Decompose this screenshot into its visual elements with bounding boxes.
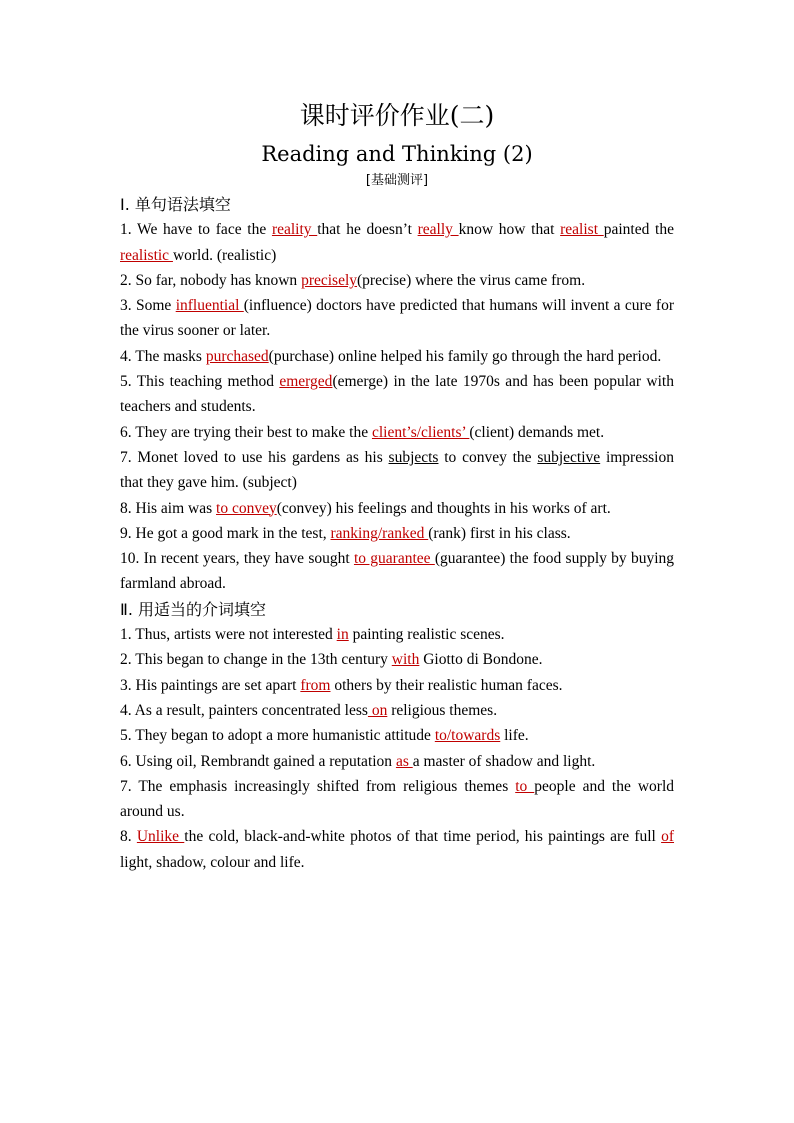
answer-blank: really xyxy=(417,221,459,239)
question-item xyxy=(120,824,674,875)
question-item xyxy=(120,723,674,748)
answer-blank: to/towards xyxy=(434,727,501,745)
question-text: 8. xyxy=(120,828,137,846)
worksheet-page xyxy=(120,98,674,875)
answer-blank: subjects xyxy=(388,448,439,466)
question-text: 7. The emphasis increasingly shifted from religious themes xyxy=(120,777,516,795)
question-text: (convey) his feelings and thoughts in his works of art. xyxy=(276,499,611,517)
answer-blank: of xyxy=(661,828,675,846)
question-item xyxy=(120,673,674,698)
question-text: (purchase) online helped his family go through the hard period. xyxy=(268,347,662,365)
answer-blank: from xyxy=(300,676,331,694)
question-text: religious themes. xyxy=(387,701,498,719)
answer-blank: realistic xyxy=(120,246,173,264)
question-text: (client) demands met. xyxy=(469,423,605,441)
answer-blank: as xyxy=(395,752,413,770)
question-text: 8. His aim was xyxy=(120,499,217,517)
question-text: 4. As a result, painters concentrated less xyxy=(120,701,368,719)
question-item xyxy=(120,344,674,369)
question-text: 10. In recent years, they have sought xyxy=(120,550,354,568)
question-text: life. xyxy=(500,727,529,745)
question-text: 7. Monet loved to use his gardens as his xyxy=(120,448,389,466)
page-subtitle: Reading and Thinking (2) xyxy=(261,142,533,166)
question-item xyxy=(120,521,674,546)
answer-blank: to xyxy=(515,777,535,795)
question-item xyxy=(120,496,674,521)
question-text: that he doesn’t xyxy=(317,221,418,239)
question-text: (emerge) in the late 1970s and has been popular with teachers and students. xyxy=(120,373,674,416)
question-text: painted the xyxy=(603,221,674,239)
answer-blank: reality xyxy=(271,221,318,239)
question-item xyxy=(120,774,674,825)
question-item xyxy=(120,268,674,293)
question-text: 6. Using oil, Rembrandt gained a reputation xyxy=(120,752,396,770)
section-2-heading: Ⅱ. 用适当的介词填空 xyxy=(120,599,267,619)
answer-blank: to convey xyxy=(216,499,277,517)
section-1-items xyxy=(120,217,674,596)
question-item xyxy=(120,546,674,597)
question-item xyxy=(120,369,674,420)
question-item xyxy=(120,749,674,774)
question-item xyxy=(120,420,674,445)
page-title: 课时评价作业(二) xyxy=(299,101,495,130)
question-item xyxy=(120,622,674,647)
question-text: the cold, black-and-white photos of that time period, his paintings are full xyxy=(184,828,662,846)
question-text: 3. His paintings are set apart xyxy=(120,676,301,694)
answer-blank: purchased xyxy=(205,347,269,365)
section-1-heading: Ⅰ. 单句语法填空 xyxy=(120,195,231,214)
question-text: (guarantee) the food supply by buying farmland abroad. xyxy=(120,550,674,593)
answer-blank: client’s/clients’ xyxy=(371,423,470,441)
question-item xyxy=(120,217,674,268)
question-text: 3. Some xyxy=(120,297,176,315)
question-text: (precise) where the virus came from. xyxy=(357,271,586,289)
question-text: 5. They began to adopt a more humanistic attitude xyxy=(120,727,435,745)
question-text: 1. Thus, artists were not interested xyxy=(120,626,337,644)
question-text: (influence) doctors have predicted that humans will invent a cure for the virus sooner or later. xyxy=(120,297,674,340)
question-text: light, shadow, colour and life. xyxy=(120,853,305,871)
question-text: 2. This began to change in the 13th century xyxy=(120,651,392,669)
question-text: know how that xyxy=(458,221,561,239)
answer-blank: to guarantee xyxy=(353,550,435,568)
answer-blank: ranking/ranked xyxy=(330,524,429,542)
question-text: painting realistic scenes. xyxy=(348,626,505,644)
answer-blank: emerged xyxy=(279,373,333,391)
answer-blank: influential xyxy=(175,297,244,315)
question-text: 9. He got a good mark in the test, xyxy=(120,524,331,542)
answer-blank: precisely xyxy=(301,271,358,289)
question-text: 5. This teaching method xyxy=(120,373,280,391)
assessment-tag: [基础测评] xyxy=(365,173,429,188)
answer-blank: realist xyxy=(560,221,604,239)
question-text: world. (realistic) xyxy=(172,246,277,264)
question-item xyxy=(120,647,674,672)
question-text: to convey the xyxy=(438,448,538,466)
question-text: Giotto di Bondone. xyxy=(419,651,543,669)
answer-blank: on xyxy=(367,701,388,719)
question-text: 1. We have to face the xyxy=(120,221,272,239)
question-text: (rank) first in his class. xyxy=(428,524,571,542)
question-text: others by their realistic human faces. xyxy=(330,676,563,694)
question-text: 2. So far, nobody has known xyxy=(120,271,302,289)
question-item xyxy=(120,698,674,723)
answer-blank: subjective xyxy=(537,448,601,466)
question-text: 6. They are trying their best to make the xyxy=(120,423,372,441)
answer-blank: with xyxy=(391,651,420,669)
question-text: impression that they gave him. (subject) xyxy=(120,448,674,492)
question-item xyxy=(120,445,674,496)
answer-blank: in xyxy=(336,626,349,644)
answer-blank: Unlike xyxy=(136,828,185,846)
question-text: a master of shadow and light. xyxy=(412,752,596,770)
question-item xyxy=(120,293,674,344)
question-text: people and the world around us. xyxy=(120,777,675,821)
question-text: 4. The masks xyxy=(120,347,206,365)
section-2-items xyxy=(120,622,674,875)
